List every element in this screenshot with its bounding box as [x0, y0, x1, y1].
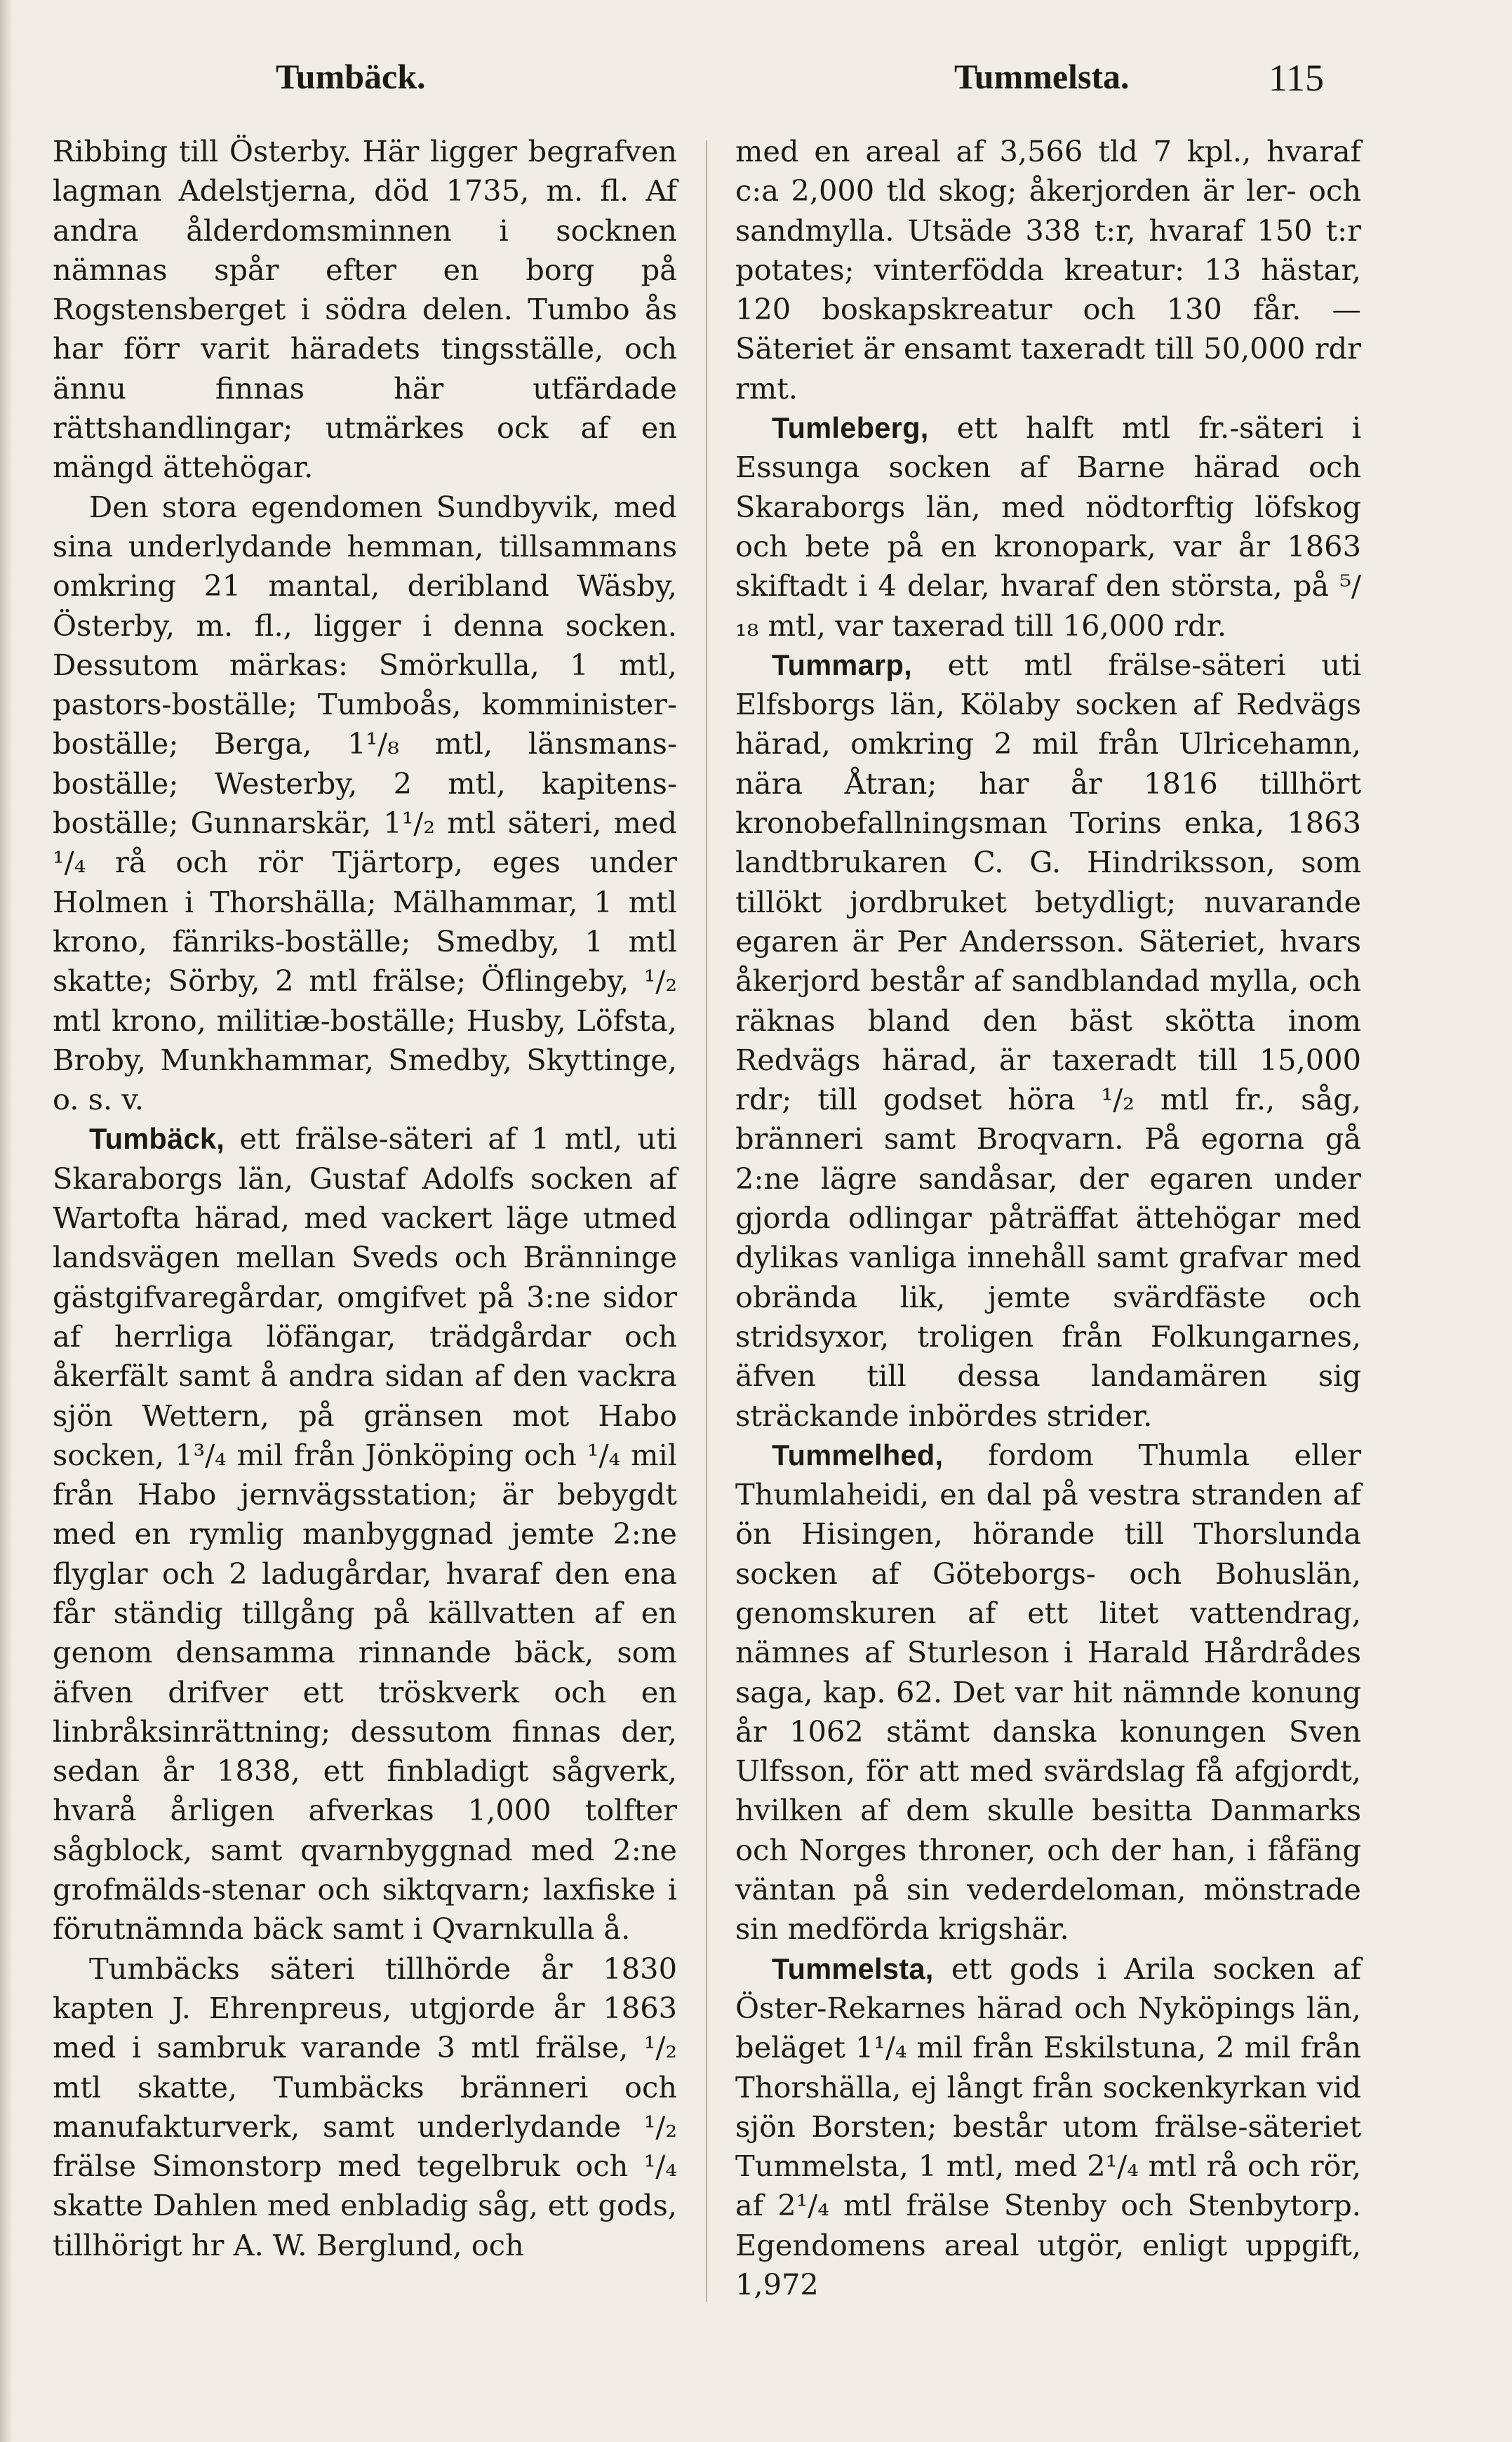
- headword: Tummarp,: [772, 648, 912, 681]
- page-number: 115: [1269, 57, 1324, 99]
- header-left-guideword: Tumbäck.: [276, 57, 426, 96]
- paragraph-text: ett gods i Arila socken af Öster-Rekarnes härad och Nyköpings län, beläget 1¹/₄ mil från Eskilstuna, 2 mil från Thorshälla, ej långt från sockenkyrkan vid sjön Borsten; består utom frälse-säteriet Tummelsta, 1 mtl, med 2¹/₄ mtl rå och rör, af 2¹/₄ mtl frälse Stenby och Stenbytorp. Egendomens areal utgör, enligt uppgift, 1,972: [735, 1951, 1361, 2302]
- paragraph-text: ett halft mtl fr.-säteri i Essunga socken af Barne härad och Skaraborgs län, med nödtorftig löfskog och bete på en kronopark, var år 1863 skiftadt i 4 delar, hvaraf den största, på ⁵/₁₈ mtl, var taxerad till 16,000 rdr.: [735, 411, 1361, 643]
- running-header: [0, 56, 1512, 119]
- paragraph: [735, 1436, 1361, 1949]
- paragraph-text: Ribbing till Österby. Här ligger begrafven lagman Adelstjerna, död 1735, m. fl. Af andra ålderdomsminnen i socknen nämnas spår efter en borg på Rogstensberget i södra delen. Tumbo ås har förr varit häradets tingsställe, och ännu finnas här utfärdade rättshandlingar; utmärkes ock af en mängd ättehögar.: [53, 134, 677, 485]
- paragraph-text: med en areal af 3,566 tld 7 kpl., hvaraf c:a 2,000 tld skog; åkerjorden är ler- och sandmylla. Utsäde 338 t:r, hvaraf 150 t:r potates; vinterfödda kreatur: 13 hästar, 120 boskapskreatur och 130 får. — Säteriet är ensamt taxeradt till 50,000 rdr rmt.: [735, 134, 1361, 406]
- headword: Tummelhed,: [772, 1438, 944, 1472]
- header-right-guideword: Tummelsta.: [954, 57, 1130, 96]
- paragraph-text: ett frälse-säteri af 1 mtl, uti Skaraborgs län, Gustaf Adolfs socken af Wartofta härad, med vackert läge utmed landsvägen mellan Sveds och Bränninge gästgifvaregårdar, omgifvet på 3:ne sidor af herrliga löfängar, trädgårdar och åkerfält samt å andra sidan af den vackra sjön Wettern, på gränsen mot Habo socken, 1³/₄ mil från Jönköping och ¹/₄ mil från Habo jernvägsstation; är bebygdt med en rymlig manbyggnad jemte 2:ne flyglar och 2 ladugårdar, hvaraf den ena får ständig tillgång på källvatten af en genom densamma rinnande bäck, som äfven drifver ett tröskverk och en linbråksinrättning; dessutom finnas der, sedan år 1838, ett finbladigt sågverk, hvarå årligen afverkas 1,000 tolfter sågblock, samt qvarnbyggnad med 2:ne grofmälds-stenar och siktqvarn; laxfiske i förutnämnda bäck samt i Qvarnkulla å.: [53, 1121, 677, 1947]
- left-column: [53, 132, 677, 2328]
- paragraph: [53, 1119, 677, 1949]
- paragraph: [735, 1949, 1361, 2305]
- paragraph: [735, 408, 1361, 646]
- paragraph: [53, 132, 677, 488]
- paragraph: [53, 1949, 677, 2265]
- paragraph: [735, 132, 1361, 408]
- paragraph-text: Den stora egendomen Sundbyvik, med sina underlydande hemman, tillsammans omkring 21 mantal, deribland Wäsby, Österby, m. fl., ligger i denna socken. Dessutom märkas: Smörkulla, 1 mtl, pastors-boställe; Tumboås, komminister-boställe; Berga, 1¹/₈ mtl, länsmans-boställe; Westerby, 2 mtl, kapitens-boställe; Gunnarskär, 1¹/₂ mtl säteri, med ¹/₄ rå och rör Tjärtorp, eges under Holmen i Thorshälla; Mälhammar, 1 mtl krono, fänriks-boställe; Smedby, 1 mtl skatte; Sörby, 2 mtl frälse; Öflingeby, ¹/₂ mtl krono, militiæ-boställe; Husby, Löfsta, Broby, Munkhammar, Smedby, Skyttinge, o. s. v.: [53, 489, 677, 1117]
- spine-shadow: [0, 0, 13, 2442]
- headword: Tummelsta,: [772, 1951, 934, 1985]
- column-divider: [706, 140, 707, 2302]
- headword: Tumleberg,: [772, 411, 929, 445]
- paragraph-text: Tumbäcks säteri tillhörde år 1830 kapten J. Ehrenpreus, utgjorde år 1863 med i sambruk varande 3 mtl frälse, ¹/₂ mtl skatte, Tumbäcks bränneri och manufakturverk, samt underlydande ¹/₂ frälse Simonstorp med tegelbruk och ¹/₄ skatte Dahlen med enbladig såg, ett gods, tillhörigt hr A. W. Berglund, och: [53, 1951, 677, 2262]
- right-column: [735, 132, 1361, 2328]
- paragraph-text: fordom Thumla eller Thumlaheidi, en dal på vestra stranden af ön Hisingen, hörande till Thorslunda socken af Göteborgs- och Bohuslän, genomskuren af ett litet vattendrag, nämnes af Sturleson i Harald Hårdrådes saga, kap. 62. Det var hit nämnde konung år 1062 stämt danska konungen Sven Ulfsson, för att med svärdslag få afgjordt, hvilken af dem skulle besitta Danmarks och Norges throner, och der han, i fåfäng väntan på sin vederdeloman, mönstrade sin medförda krigshär.: [735, 1437, 1361, 1947]
- paragraph: [735, 646, 1361, 1436]
- paragraph-text: ett mtl frälse-säteri uti Elfsborgs län, Kölaby socken af Redvägs härad, omkring 2 mil från Ulricehamn, nära Åtran; har år 1816 tillhört kronobefallningsman Torins enka, 1863 landtbrukaren C. G. Hindriksson, som tillökt jordbruket betydligt; nuvarande egaren är Per Andersson. Säteriet, hvars åkerjord består af sandblandad mylla, och räknas bland den bäst skötta inom Redvägs härad, är taxeradt till 15,000 rdr; till godset höra ¹/₂ mtl fr., såg, bränneri samt Broqvarn. På egorna gå 2:ne lägre sandåsar, der egaren under gjorda odlingar påträffat ättehögar med dylikas vanliga innehåll samt grafvar med obrända lik, jemte svärdfäste och stridsyxor, troligen från Folkungarnes, äfven till dessa landamären sig sträckande inbördes strider.: [735, 647, 1361, 1433]
- headword: Tumbäck,: [89, 1122, 225, 1156]
- paragraph: [53, 488, 677, 1120]
